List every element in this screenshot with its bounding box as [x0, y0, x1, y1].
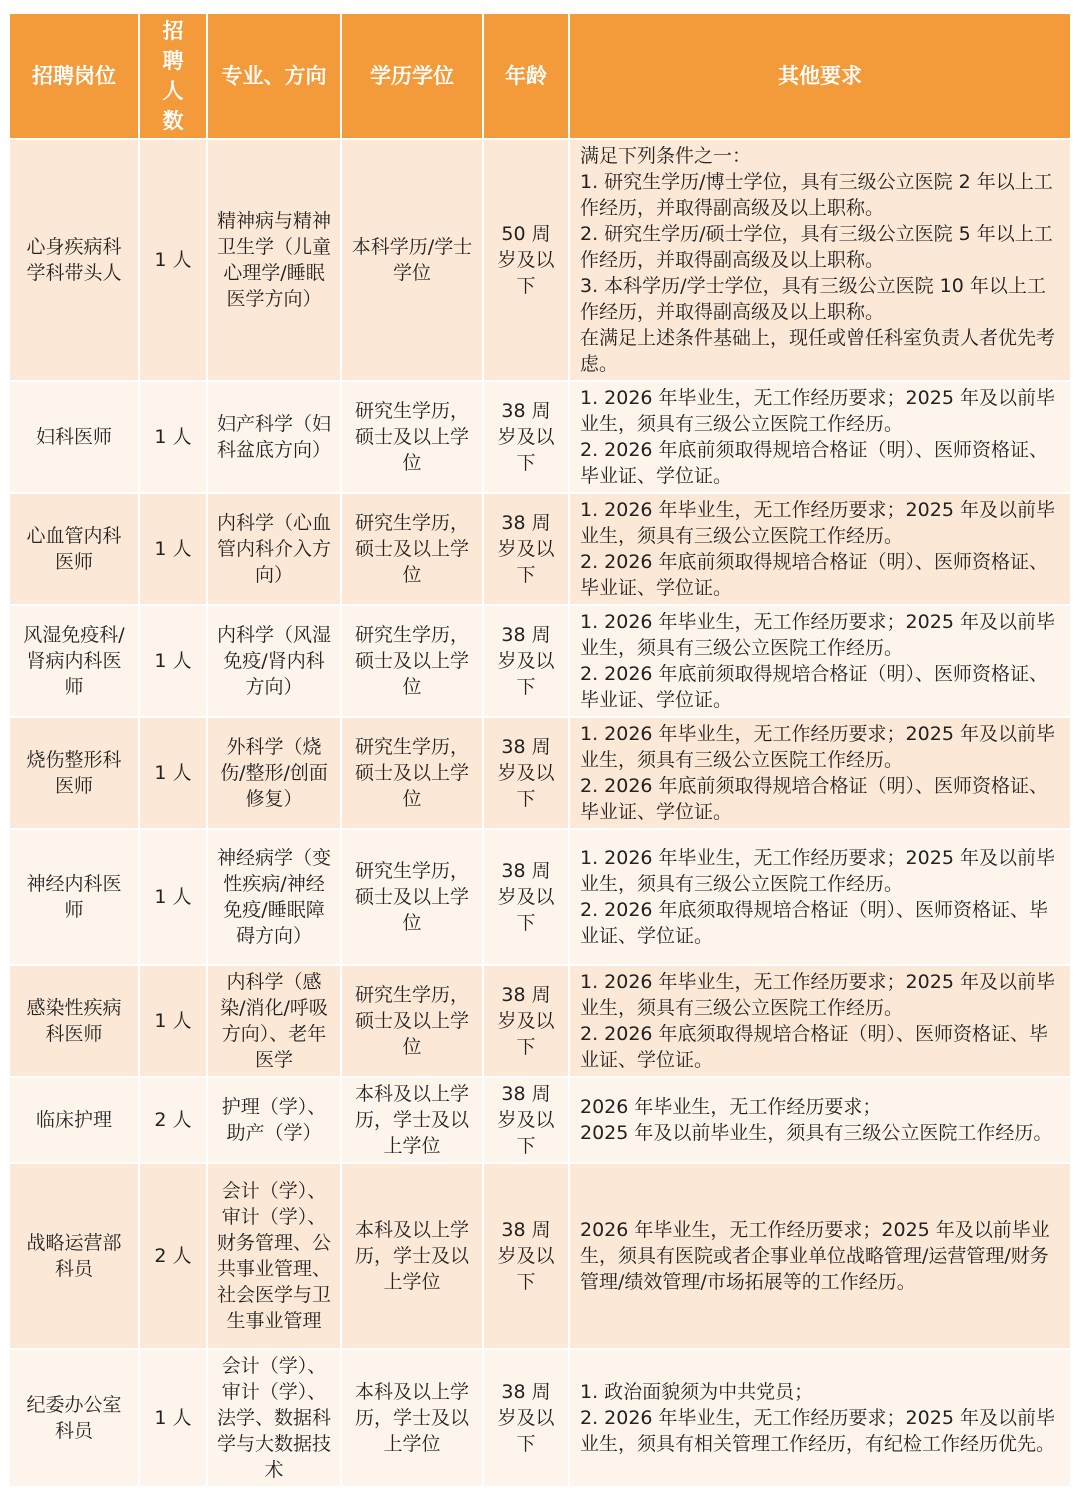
- cell-count: 1 人: [139, 717, 207, 829]
- cell-count: 2 人: [139, 1163, 207, 1349]
- cell-count: 1 人: [139, 493, 207, 605]
- cell-age: 38 周岁及以下: [483, 717, 569, 829]
- cell-education: 本科及以上学历，学士及以上学位: [341, 1077, 483, 1163]
- cell-major: 护理（学）、助产（学）: [207, 1077, 341, 1163]
- cell-position: 风湿免疫科/肾病内科医师: [9, 605, 139, 717]
- cell-age: 38 周岁及以下: [483, 381, 569, 493]
- requirement-line: 1. 2026 年毕业生，无工作经历要求；2025 年及以前毕业生，须具有三级公立医院工作经历。: [580, 723, 1055, 771]
- cell-requirements: [569, 139, 1071, 381]
- requirement-line: 1. 2026 年毕业生，无工作经历要求；2025 年及以前毕业生，须具有三级公立医院工作经历。: [580, 387, 1055, 435]
- table-row: [9, 1163, 1071, 1349]
- requirement-line: 2. 2026 年底前须取得规培合格证（明）、医师资格证、毕业证、学位证。: [580, 663, 1049, 711]
- table-row: [9, 493, 1071, 605]
- requirement-line: 1. 2026 年毕业生，无工作经历要求；2025 年及以前毕业生，须具有三级公立医院工作经历。: [580, 971, 1055, 1019]
- header-major: 专业、方向: [207, 13, 341, 139]
- cell-count: 2 人: [139, 1077, 207, 1163]
- cell-requirements: [569, 1349, 1071, 1487]
- cell-education: 研究生学历，硕士及以上学位: [341, 605, 483, 717]
- cell-education: 研究生学历，硕士及以上学位: [341, 829, 483, 965]
- cell-count: 1 人: [139, 829, 207, 965]
- table-row: [9, 381, 1071, 493]
- header-count-char: 招: [162, 19, 184, 43]
- requirement-line: 1. 研究生学历/博士学位，具有三级公立医院 2 年以上工作经历，并取得副高级及以上职称。: [580, 171, 1053, 219]
- header-count: [139, 13, 207, 139]
- cell-education: 本科学历/学士学位: [341, 139, 483, 381]
- cell-requirements: [569, 965, 1071, 1077]
- cell-major: 内科学（感染/消化/呼吸方向）、老年医学: [207, 965, 341, 1077]
- cell-requirements: [569, 829, 1071, 965]
- requirement-line: 2. 2026 年底须取得规培合格证（明）、医师资格证、毕业证、学位证。: [580, 899, 1049, 947]
- cell-age: 38 周岁及以下: [483, 1349, 569, 1487]
- cell-major: 精神病与精神卫生学（儿童心理学/睡眠医学方向）: [207, 139, 341, 381]
- table-row: [9, 717, 1071, 829]
- requirement-line: 2025 年及以前毕业生，须具有三级公立医院工作经历。: [580, 1122, 1053, 1144]
- recruitment-table: [8, 12, 1072, 1488]
- cell-major: 会计（学）、审计（学）、财务管理、公共事业管理、社会医学与卫生事业管理: [207, 1163, 341, 1349]
- table-row: [9, 1077, 1071, 1163]
- cell-requirements: [569, 1077, 1071, 1163]
- requirement-line: 1. 2026 年毕业生，无工作经历要求；2025 年及以前毕业生，须具有三级公立医院工作经历。: [580, 611, 1055, 659]
- cell-education: 研究生学历，硕士及以上学位: [341, 381, 483, 493]
- requirement-line: 2. 2026 年底前须取得规培合格证（明）、医师资格证、毕业证、学位证。: [580, 775, 1049, 823]
- cell-education: 研究生学历，硕士及以上学位: [341, 965, 483, 1077]
- requirement-line: 1. 政治面貌须为中共党员；: [580, 1381, 814, 1403]
- cell-position: 烧伤整形科医师: [9, 717, 139, 829]
- cell-age: 38 周岁及以下: [483, 1163, 569, 1349]
- cell-major: 神经病学（变性疾病/神经免疫/睡眠障碍方向）: [207, 829, 341, 965]
- cell-age: 38 周岁及以下: [483, 1077, 569, 1163]
- cell-education: 本科及以上学历，学士及以上学位: [341, 1163, 483, 1349]
- cell-requirements: [569, 381, 1071, 493]
- cell-requirements: [569, 605, 1071, 717]
- cell-position: 临床护理: [9, 1077, 139, 1163]
- cell-position: 妇科医师: [9, 381, 139, 493]
- requirement-line: 满足下列条件之一：: [580, 145, 752, 167]
- cell-age: 38 周岁及以下: [483, 605, 569, 717]
- table-row: [9, 829, 1071, 965]
- cell-major: 外科学（烧伤/整形/创面修复）: [207, 717, 341, 829]
- header-count-char: 聘: [162, 49, 184, 73]
- cell-count: 1 人: [139, 605, 207, 717]
- table-row: [9, 965, 1071, 1077]
- cell-requirements: [569, 1163, 1071, 1349]
- requirement-line: 2. 2026 年底前须取得规培合格证（明）、医师资格证、毕业证、学位证。: [580, 439, 1049, 487]
- cell-major: 内科学（心血管内科介入方向）: [207, 493, 341, 605]
- cell-education: 研究生学历，硕士及以上学位: [341, 717, 483, 829]
- cell-age: 38 周岁及以下: [483, 493, 569, 605]
- requirement-line: 2. 2026 年底前须取得规培合格证（明）、医师资格证、毕业证、学位证。: [580, 551, 1049, 599]
- cell-position: 神经内科医师: [9, 829, 139, 965]
- cell-education: 本科及以上学历，学士及以上学位: [341, 1349, 483, 1487]
- cell-major: 会计（学）、审计（学）、法学、数据科学与大数据技术: [207, 1349, 341, 1487]
- requirement-line: 2026 年毕业生，无工作经历要求；2025 年及以前毕业生，须具有医院或者企事业单位战略管理/运营管理/财务管理/绩效管理/市场拓展等的工作经历。: [580, 1219, 1050, 1293]
- cell-position: 心身疾病科学科带头人: [9, 139, 139, 381]
- cell-education: 研究生学历，硕士及以上学位: [341, 493, 483, 605]
- requirement-line: 3. 本科学历/学士学位，具有三级公立医院 10 年以上工作经历，并取得副高级及以上职称。: [580, 275, 1046, 323]
- cell-age: 38 周岁及以下: [483, 829, 569, 965]
- cell-count: 1 人: [139, 1349, 207, 1487]
- cell-requirements: [569, 717, 1071, 829]
- cell-major: 内科学（风湿免疫/肾内科方向）: [207, 605, 341, 717]
- requirement-line: 1. 2026 年毕业生，无工作经历要求；2025 年及以前毕业生，须具有三级公立医院工作经历。: [580, 847, 1055, 895]
- cell-count: 1 人: [139, 965, 207, 1077]
- cell-major: 妇产科学（妇科盆底方向）: [207, 381, 341, 493]
- cell-position: 战略运营部科员: [9, 1163, 139, 1349]
- header-education: 学历学位: [341, 13, 483, 139]
- cell-requirements: [569, 493, 1071, 605]
- header-age: 年龄: [483, 13, 569, 139]
- requirement-line: 1. 2026 年毕业生，无工作经历要求；2025 年及以前毕业生，须具有三级公立医院工作经历。: [580, 499, 1055, 547]
- header-position: 招聘岗位: [9, 13, 139, 139]
- requirement-line: 2. 2026 年底须取得规培合格证（明）、医师资格证、毕业证、学位证。: [580, 1023, 1049, 1071]
- table-row: [9, 139, 1071, 381]
- requirement-line: 在满足上述条件基础上，现任或曾任科室负责人者优先考虑。: [580, 327, 1056, 375]
- cell-age: 50 周岁及以下: [483, 139, 569, 381]
- header-count-char: 数: [162, 109, 184, 133]
- cell-position: 感染性疾病科医师: [9, 965, 139, 1077]
- cell-count: 1 人: [139, 139, 207, 381]
- header-row: [9, 13, 1071, 139]
- header-count-char: 人: [162, 79, 184, 103]
- cell-count: 1 人: [139, 381, 207, 493]
- table-row: [9, 605, 1071, 717]
- requirement-line: 2. 研究生学历/硕士学位，具有三级公立医院 5 年以上工作经历，并取得副高级及以上职称。: [580, 223, 1053, 271]
- table-row: [9, 1349, 1071, 1487]
- recruitment-table-wrapper: [8, 12, 1070, 1488]
- cell-position: 纪委办公室科员: [9, 1349, 139, 1487]
- header-requirements: 其他要求: [569, 13, 1071, 139]
- cell-age: 38 周岁及以下: [483, 965, 569, 1077]
- requirement-line: 2026 年毕业生，无工作经历要求；: [580, 1096, 882, 1118]
- cell-position: 心血管内科医师: [9, 493, 139, 605]
- requirement-line: 2. 2026 年毕业生，无工作经历要求；2025 年及以前毕业生，须具有相关管理工作经历，有纪检工作经历优先。: [580, 1407, 1056, 1455]
